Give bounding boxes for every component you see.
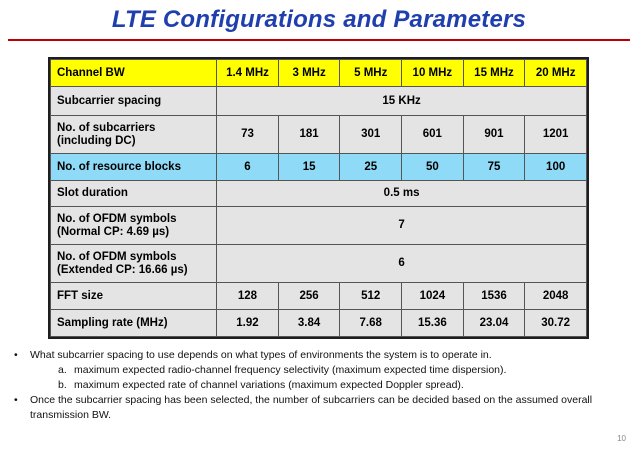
header-cell: 15 MHz (463, 60, 525, 87)
header-cell: 10 MHz (402, 60, 464, 87)
row-label-line: No. of OFDM symbols (57, 250, 177, 263)
header-cell: 20 MHz (525, 60, 587, 87)
table-row (51, 283, 587, 310)
header-cell: 3 MHz (278, 60, 340, 87)
row-label: No. of resource blocks (51, 154, 217, 181)
table-row (51, 116, 587, 154)
bullet-list (14, 348, 614, 423)
table-cell: 2048 (525, 283, 587, 310)
table-cell: 6 (217, 245, 587, 283)
row-label-line: No. of subcarriers (57, 121, 156, 134)
table-cell: 256 (278, 283, 340, 310)
table-cell: 301 (340, 116, 402, 154)
parameters-grid (50, 59, 587, 337)
table-cell: 100 (525, 154, 587, 181)
header-cell: Channel BW (51, 60, 217, 87)
table-cell: 23.04 (463, 310, 525, 337)
row-label-line: No. of OFDM symbols (57, 212, 177, 225)
table-cell: 512 (340, 283, 402, 310)
table-row (51, 87, 587, 116)
table-cell: 6 (217, 154, 279, 181)
table-cell: 1.92 (217, 310, 279, 337)
row-label-line: (including DC) (57, 134, 136, 147)
table-cell: 128 (217, 283, 279, 310)
header-cell: 1.4 MHz (217, 60, 279, 87)
row-label (51, 207, 217, 245)
bullet-text: Once the subcarrier spacing has been selected, the number of subcarriers can be decided based on the assumed overall transmission BW. (30, 394, 593, 421)
row-label: Sampling rate (MHz) (51, 310, 217, 337)
bullet-dot-icon: • (14, 349, 18, 361)
sub-bullet-text: maximum expected radio-channel frequency selectivity (maximum expected time dispersion). (74, 364, 507, 376)
table-row (51, 207, 587, 245)
table-cell: 181 (278, 116, 340, 154)
row-label (51, 245, 217, 283)
table-cell: 7 (217, 207, 587, 245)
table-cell: 15 KHz (217, 87, 587, 116)
table-cell: 1201 (525, 116, 587, 154)
table-row (51, 310, 587, 337)
table-cell: 901 (463, 116, 525, 154)
sub-bullet-item (14, 363, 614, 378)
bullet-dot-icon: • (14, 394, 18, 406)
row-label: Slot duration (51, 181, 217, 207)
table-row (51, 181, 587, 207)
table-cell: 73 (217, 116, 279, 154)
sub-bullet-marker: a. (58, 364, 67, 376)
title-divider (8, 39, 630, 41)
bullet-item (14, 348, 614, 363)
header-cell: 5 MHz (340, 60, 402, 87)
bullet-item (14, 393, 614, 423)
lte-parameters-table (48, 57, 589, 339)
row-label (51, 116, 217, 154)
slide-title: LTE Configurations and Parameters (111, 6, 527, 33)
sub-bullet-text: maximum expected rate of channel variations (maximum expected Doppler spread). (74, 379, 464, 391)
table-cell: 25 (340, 154, 402, 181)
table-cell: 7.68 (340, 310, 402, 337)
table-cell: 1536 (463, 283, 525, 310)
table-cell: 15 (278, 154, 340, 181)
table-cell: 1024 (402, 283, 464, 310)
sub-bullet-marker: b. (58, 379, 67, 391)
table-cell: 601 (402, 116, 464, 154)
header-row (51, 60, 587, 87)
table-row-highlighted (51, 154, 587, 181)
table-cell: 50 (402, 154, 464, 181)
bullet-text: What subcarrier spacing to use depends on what types of environments the system is to operate in. (30, 349, 492, 361)
sub-bullet-item (14, 378, 614, 393)
row-label: FFT size (51, 283, 217, 310)
table-cell: 75 (463, 154, 525, 181)
row-label-line: (Extended CP: 16.66 µs) (57, 263, 188, 276)
table-cell: 15.36 (402, 310, 464, 337)
table-cell: 3.84 (278, 310, 340, 337)
row-label-line: (Normal CP: 4.69 µs) (57, 225, 170, 238)
page-number: 10 (617, 434, 626, 443)
row-label: Subcarrier spacing (51, 87, 217, 116)
table-row (51, 245, 587, 283)
table-cell: 0.5 ms (217, 181, 587, 207)
table-cell: 30.72 (525, 310, 587, 337)
